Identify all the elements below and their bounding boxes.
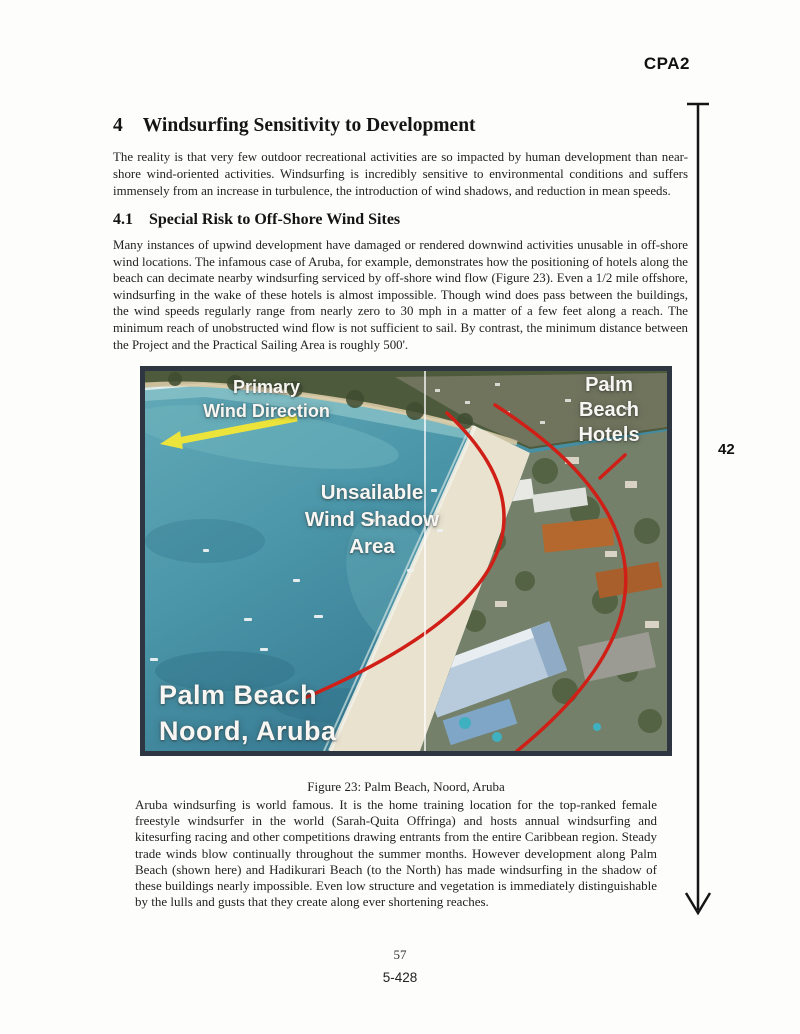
page-number: 57 — [393, 947, 407, 962]
revision-number: 42 — [718, 441, 735, 458]
location-label: Palm Beach Noord, Aruba — [159, 680, 337, 746]
primary-wind-label: Primary Wind Direction — [203, 377, 330, 421]
alt-page-number: 5-428 — [382, 970, 418, 985]
wind-shadow-label: Unsailable Wind Shadow Area — [304, 481, 440, 558]
doc-label: CPA2 — [643, 54, 690, 73]
palm-beach-hotels-label: Palm Beach Hotels — [578, 374, 640, 446]
figure-caption-title: Figure 23: Palm Beach, Noord, Aruba — [307, 779, 505, 794]
revision-bar-arrow — [681, 98, 715, 922]
figure-23 — [140, 366, 672, 756]
figure-caption-body: Aruba windsurfing is world famous. It is the home training location for the top-ranked female freestyle windsurfer in the world (Sarah-Quita Offringa) and hosts annual windsurfing and kitesurfing racing and other competitions drawing entrants from the entire Caribbean region. Steady trade winds blow continually throughout the summer months. However development along Palm Beach (shown here) and Hadikurari Beach (to the North) has made windsurfing in the shadow of these buildings nearly impossible. Even low structure and vegetation is immediately distinguishable by the lulls and gusts that they create along ever shortening reaches. — [135, 797, 657, 910]
section-body: The reality is that very few outdoor recreational activities are so impacted by human development than near-shore wind-oriented activities. Windsurfing is incredibly sensitive to environmental conditions and suffers immensely from an increase in turbulence, the introduction of wind shadows, and reduction in mean speeds. — [113, 150, 688, 198]
subsection-number: 4.1 — [113, 211, 133, 228]
subsection-title: Special Risk to Off-Shore Wind Sites — [149, 211, 401, 228]
section-heading — [113, 115, 688, 137]
subsection-body: Many instances of upwind development have damaged or rendered downwind activities unusable in off-shore wind locations. The infamous case of Aruba, for example, demonstrates how the positioning of hotels along the beach can decimate nearby windsurfing serviced by off-shore wind flow (Figure 23). Even a 1/2 mile offshore, windsurfing in the wake of these hotels is almost impossible. Though wind does pass between the buildings, the wind speeds regularly range from nearly zero to 30 mph in a matter of a few feet along a reach. The minimum reach of unobstructed wind flow is not sufficient to sail. By contrast, the minimum distance between the Project and the Practical Sailing Area is roughly 500'. — [113, 238, 688, 352]
section-title: Windsurfing Sensitivity to Development — [142, 115, 476, 136]
section-number: 4 — [113, 115, 123, 136]
aruba-aerial-photo — [145, 371, 667, 751]
subsection-heading — [113, 211, 688, 229]
